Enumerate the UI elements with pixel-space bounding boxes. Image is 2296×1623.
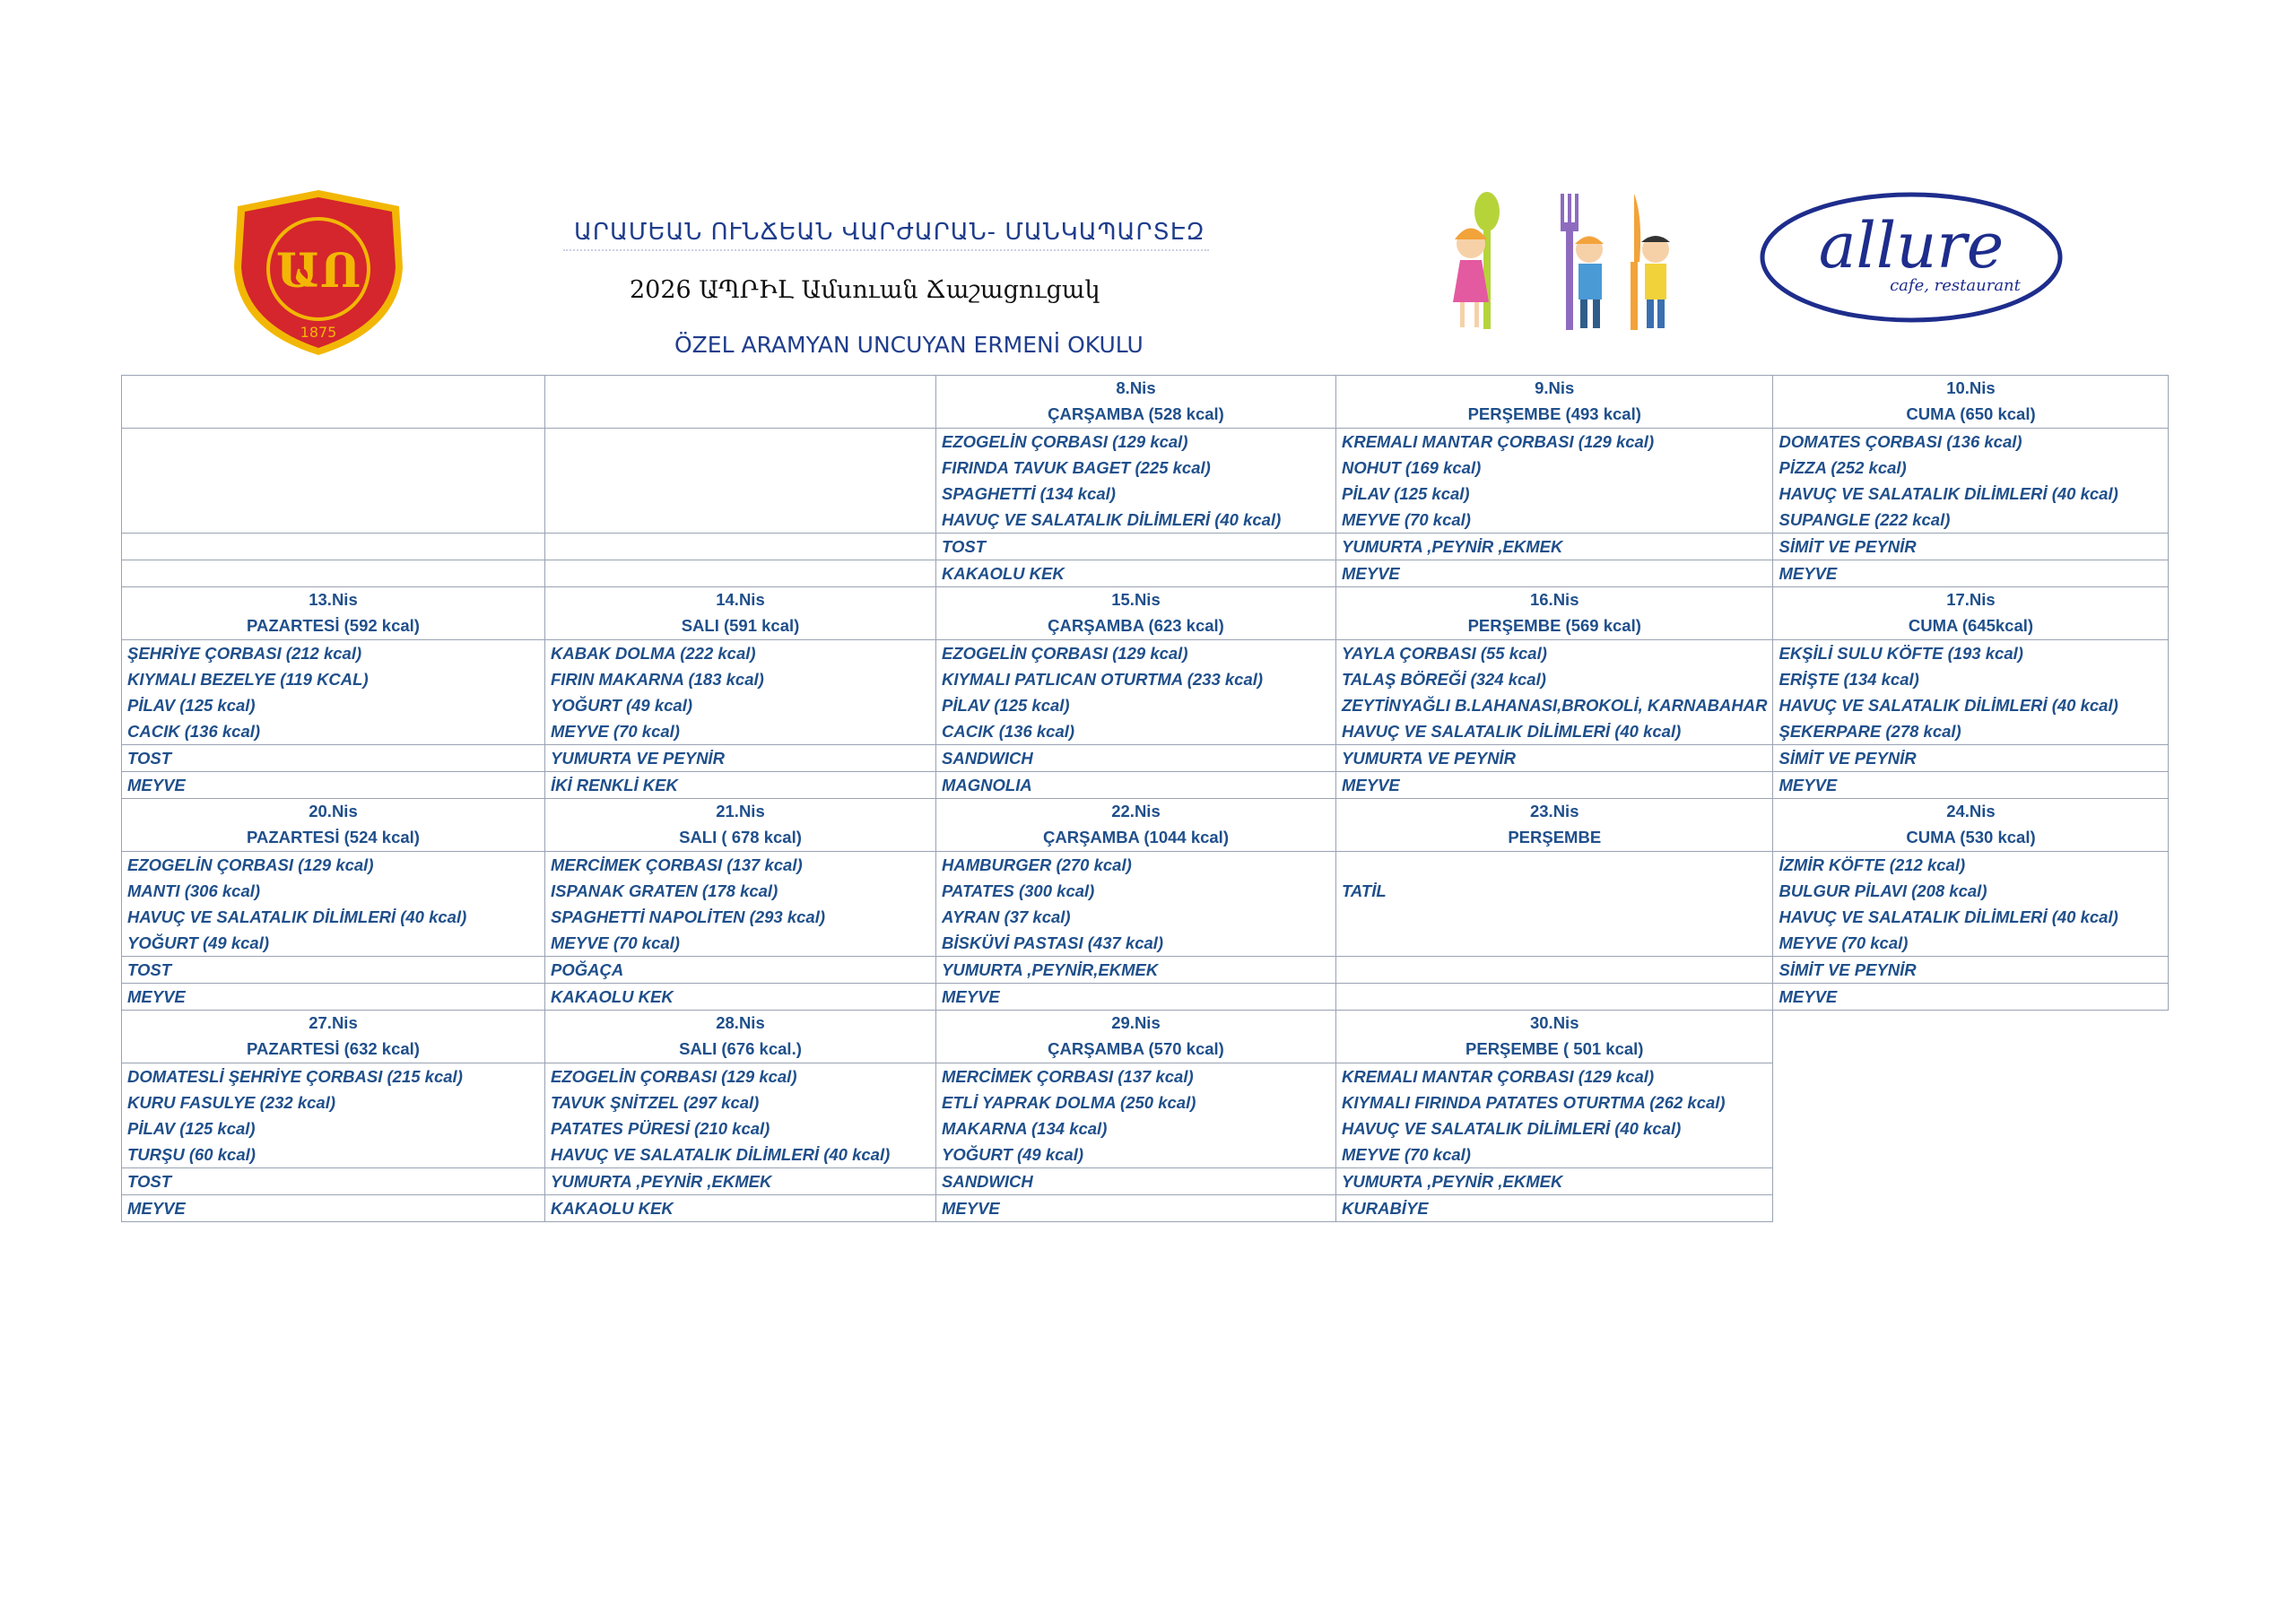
menu-item: TATİL	[1342, 881, 1387, 900]
lunch-cell	[545, 1063, 936, 1168]
snack-cell: KAKAOLU KEK	[545, 1195, 936, 1222]
menu-item: KURU FASULYE (232 kcal)	[127, 1093, 335, 1112]
menu-item-empty	[127, 429, 539, 455]
day-header-cell	[1336, 1011, 1773, 1063]
menu-item-empty	[551, 507, 930, 533]
menu-item-empty	[551, 455, 930, 481]
allure-logo-subtext: cafe, restaurant	[1890, 276, 2021, 295]
menu-item: PİLAV (125 kcal)	[1342, 484, 1470, 503]
menu-item-empty	[127, 507, 539, 533]
snack1-row	[122, 534, 2169, 560]
day-header-cell	[545, 1011, 936, 1063]
snack-cell: İKİ RENKLİ KEK	[545, 772, 936, 799]
lunch-cell	[936, 429, 1336, 534]
day-date: 10.Nis	[1946, 378, 1996, 397]
day-header-cell	[936, 587, 1336, 640]
day-name-kcal: SALI (591 kcal)	[681, 616, 800, 635]
allure-logo	[1758, 190, 2065, 325]
day-name-kcal: PAZARTESİ (592 kcal)	[247, 616, 420, 635]
menu-item: DOMATES ÇORBASI (136 kcal)	[1779, 432, 2022, 451]
menu-item: ŞEHRİYE ÇORBASI (212 kcal)	[127, 644, 362, 663]
menu-item: İZMİR KÖFTE (212 kcal)	[1779, 855, 1966, 874]
lunch-row	[122, 640, 2169, 745]
lunch-cell	[936, 640, 1336, 745]
menu-item: ŞEKERPARE (278 kcal)	[1779, 722, 1961, 741]
day-date: 30.Nis	[1529, 1013, 1579, 1032]
day-date: 8.Nis	[1116, 378, 1156, 397]
day-date: 22.Nis	[1111, 802, 1161, 820]
day-header-cell	[936, 376, 1336, 429]
school-name: ÖZEL ARAMYAN UNCUYAN ERMENİ OKULU	[674, 332, 1144, 358]
menu-item: SPAGHETTİ NAPOLİTEN (293 kcal)	[551, 907, 825, 926]
menu-item: MEYVE (70 kcal)	[551, 933, 680, 952]
day-date: 14.Nis	[716, 590, 765, 609]
menu-item: MERCİMEK ÇORBASI (137 kcal)	[942, 1067, 1194, 1086]
menu-item: CACIK (136 kcal)	[942, 722, 1075, 741]
title-underline	[563, 249, 1209, 256]
menu-item: MERCİMEK ÇORBASI (137 kcal)	[551, 855, 803, 874]
snack-cell: KURABİYE	[1336, 1195, 1773, 1222]
weekly-menu-table	[121, 375, 2169, 1222]
menu-item: HAVUÇ VE SALATALIK DİLİMLERİ (40 kcal)	[127, 907, 467, 926]
date-header-row	[122, 376, 2169, 429]
menu-item: CACIK (136 kcal)	[127, 722, 261, 741]
school-logo-year: 1875	[300, 324, 337, 341]
snack-cell: MEYVE	[936, 1195, 1336, 1222]
day-name-kcal: CUMA (530 kcal)	[1906, 828, 2036, 846]
menu-item: YOĞURT (49 kcal)	[942, 1145, 1083, 1164]
menu-item: BULGUR PİLAVI (208 kcal)	[1779, 881, 1987, 900]
empty-cell	[1773, 1168, 2169, 1195]
snack2-row	[122, 560, 2169, 587]
menu-item: TURŞU (60 kcal)	[127, 1145, 256, 1164]
menu-item: MEYVE (70 kcal)	[551, 722, 680, 741]
day-date: 13.Nis	[309, 590, 358, 609]
menu-item: MEYVE (70 kcal)	[1342, 510, 1471, 529]
menu-item: PİZZA (252 kcal)	[1779, 458, 1907, 477]
menu-item: PİLAV (125 kcal)	[942, 696, 1070, 715]
lunch-cell	[1773, 852, 2169, 957]
snack-cell: MEYVE	[122, 984, 545, 1011]
snack-cell: MEYVE	[1773, 772, 2169, 799]
snack2-row	[122, 772, 2169, 799]
menu-item-empty	[551, 429, 930, 455]
snack1-row	[122, 957, 2169, 984]
day-header-cell	[1773, 587, 2169, 640]
day-header-cell	[936, 799, 1336, 852]
day-date: 20.Nis	[309, 802, 358, 820]
snack-cell: SİMİT VE PEYNİR	[1773, 534, 2169, 560]
lunch-cell	[936, 1063, 1336, 1168]
lunch-cell	[1336, 852, 1773, 957]
menu-item: FIRINDA TAVUK BAGET (225 kcal)	[942, 458, 1211, 477]
snack-cell: YUMURTA VE PEYNİR	[545, 745, 936, 772]
day-date: 9.Nis	[1535, 378, 1575, 397]
menu-item: HAVUÇ VE SALATALIK DİLİMLERİ (40 kcal)	[1779, 696, 2118, 715]
menu-item-empty	[127, 481, 539, 507]
menu-item-empty	[127, 455, 539, 481]
day-header-cell	[122, 376, 545, 429]
page-subtitle: 2026 ԱՊՐԻԼ Ամսուան Ճաշացուցակ	[630, 276, 1100, 304]
snack-cell: MEYVE	[122, 772, 545, 799]
lunch-cell	[936, 852, 1336, 957]
menu-item: FIRIN MAKARNA (183 kcal)	[551, 670, 764, 689]
snack1-row	[122, 1168, 2169, 1195]
snack-cell: KAKAOLU KEK	[936, 560, 1336, 587]
lunch-cell	[1336, 1063, 1773, 1168]
menu-item: MANTI (306 kcal)	[127, 881, 261, 900]
day-name-kcal: PERŞEMBE (569 kcal)	[1467, 616, 1641, 635]
day-name-kcal: CUMA (645kcal)	[1908, 616, 2034, 635]
snack1-row	[122, 745, 2169, 772]
lunch-cell	[1773, 640, 2169, 745]
day-header-cell	[1336, 587, 1773, 640]
day-name-kcal: CUMA (650 kcal)	[1906, 404, 2036, 423]
empty-cell	[1773, 1063, 2169, 1168]
lunch-cell	[122, 429, 545, 534]
date-header-row	[122, 587, 2169, 640]
menu-item-empty	[551, 481, 930, 507]
lunch-cell	[1773, 429, 2169, 534]
menu-item: YOĞURT (49 kcal)	[551, 696, 692, 715]
menu-item: NOHUT (169 kcal)	[1342, 458, 1482, 477]
menu-item: EZOGELİN ÇORBASI (129 kcal)	[551, 1067, 797, 1086]
snack-cell: MEYVE	[1336, 560, 1773, 587]
empty-cell	[1773, 1195, 2169, 1222]
menu-item: TAVUK ŞNİTZEL (297 kcal)	[551, 1093, 760, 1112]
day-date: 28.Nis	[716, 1013, 765, 1032]
menu-item: HAVUÇ VE SALATALIK DİLİMLERİ (40 kcal)	[1779, 907, 2118, 926]
allure-logo-text: allure	[1818, 209, 2005, 282]
day-header-cell	[1773, 376, 2169, 429]
menu-item: KREMALI MANTAR ÇORBASI (129 kcal)	[1342, 432, 1655, 451]
day-date: 17.Nis	[1946, 590, 1996, 609]
snack2-row	[122, 1195, 2169, 1222]
lunch-cell	[122, 852, 545, 957]
day-date: 23.Nis	[1529, 802, 1579, 820]
day-name-kcal: PERŞEMBE	[1508, 828, 1602, 846]
snack-cell: MEYVE	[1773, 984, 2169, 1011]
menu-item: MEYVE (70 kcal)	[1342, 1145, 1471, 1164]
day-date: 15.Nis	[1111, 590, 1161, 609]
lunch-cell	[545, 429, 936, 534]
snack-cell: MEYVE	[936, 984, 1336, 1011]
day-name-kcal: SALI (676 kcal.)	[679, 1039, 802, 1058]
menu-item: PİLAV (125 kcal)	[127, 696, 256, 715]
menu-item: ZEYTİNYAĞLI B.LAHANASI,BROKOLİ, KARNABAHAR	[1342, 696, 1768, 715]
menu-item	[1342, 852, 1767, 878]
lunch-cell	[1336, 640, 1773, 745]
menu-item	[1342, 930, 1767, 956]
menu-item: SUPANGLE (222 kcal)	[1779, 510, 1951, 529]
lunch-cell	[545, 640, 936, 745]
snack-cell: SİMİT VE PEYNİR	[1773, 957, 2169, 984]
day-header-cell	[936, 1011, 1336, 1063]
snack2-row	[122, 984, 2169, 1011]
lunch-row	[122, 429, 2169, 534]
day-date: 27.Nis	[309, 1013, 358, 1032]
menu-item: SPAGHETTİ (134 kcal)	[942, 484, 1116, 503]
menu-item: EKŞİLİ SULU KÖFTE (193 kcal)	[1779, 644, 2023, 663]
menu-item: YAYLA ÇORBASI (55 kcal)	[1342, 644, 1547, 663]
lunch-cell	[122, 640, 545, 745]
day-name-kcal: SALI ( 678 kcal)	[679, 828, 802, 846]
menu-item: KIYMALI FIRINDA PATATES OTURTMA (262 kcal)	[1342, 1093, 1726, 1112]
school-logo-text: ԱՈ	[275, 244, 361, 299]
snack-cell	[545, 560, 936, 587]
day-name-kcal: ÇARŞAMBA (528 kcal)	[1048, 404, 1224, 423]
day-header-cell	[122, 1011, 545, 1063]
menu-item: PİLAV (125 kcal)	[127, 1119, 256, 1138]
day-header-cell	[1336, 799, 1773, 852]
snack-cell: POĞAÇA	[545, 957, 936, 984]
snack-cell: TOST	[122, 745, 545, 772]
menu-item: PATATES (300 kcal)	[942, 881, 1095, 900]
lunch-cell	[122, 1063, 545, 1168]
menu-item: ETLİ YAPRAK DOLMA (250 kcal)	[942, 1093, 1196, 1112]
menu-item: ERİŞTE (134 kcal)	[1779, 670, 1919, 689]
menu-item: HAVUÇ VE SALATALIK DİLİMLERİ (40 kcal)	[942, 510, 1282, 529]
menu-item	[1342, 904, 1767, 930]
menu-item: HAVUÇ VE SALATALIK DİLİMLERİ (40 kcal)	[1779, 484, 2118, 503]
menu-item: PATATES PÜRESİ (210 kcal)	[551, 1119, 770, 1138]
snack-cell: YUMURTA ,PEYNİR ,EKMEK	[1336, 534, 1773, 560]
snack-cell: SANDWICH	[936, 1168, 1336, 1195]
menu-item: TALAŞ BÖREĞİ (324 kcal)	[1342, 670, 1546, 689]
snack-cell: KAKAOLU KEK	[545, 984, 936, 1011]
menu-item: HAVUÇ VE SALATALIK DİLİMLERİ (40 kcal)	[551, 1145, 891, 1164]
day-header-cell	[545, 587, 936, 640]
menu-item: DOMATESLİ ŞEHRİYE ÇORBASI (215 kcal)	[127, 1067, 463, 1086]
day-date: 29.Nis	[1111, 1013, 1161, 1032]
empty-cell	[1773, 1011, 2169, 1063]
lunch-cell	[545, 852, 936, 957]
day-date: 21.Nis	[716, 802, 765, 820]
snack-cell: MEYVE	[1773, 560, 2169, 587]
menu-item: KREMALI MANTAR ÇORBASI (129 kcal)	[1342, 1067, 1655, 1086]
menu-item: EZOGELİN ÇORBASI (129 kcal)	[942, 644, 1188, 663]
menu-item: KIYMALI BEZELYE (119 KCAL)	[127, 670, 369, 689]
date-header-row	[122, 799, 2169, 852]
snack-cell	[1336, 984, 1773, 1011]
snack-cell	[122, 534, 545, 560]
menu-item: AYRAN (37 kcal)	[942, 907, 1071, 926]
day-header-cell	[545, 376, 936, 429]
day-header-cell	[545, 799, 936, 852]
menu-item: EZOGELİN ÇORBASI (129 kcal)	[127, 855, 374, 874]
menu-item: YOĞURT (49 kcal)	[127, 933, 269, 952]
menu-item: HAVUÇ VE SALATALIK DİLİMLERİ (40 kcal)	[1342, 1119, 1682, 1138]
menu-item: HAMBURGER (270 kcal)	[942, 855, 1132, 874]
day-date: 24.Nis	[1946, 802, 1996, 820]
lunch-cell	[1336, 429, 1773, 534]
menu-item: BİSKÜVİ PASTASI (437 kcal)	[942, 933, 1164, 952]
title-armenian: ԱՐԱՄԵԱՆ ՈՒՆՃԵԱՆ ՎԱՐԺԱՐԱՆ- ՄԱՆԿԱՊԱՐՏԷԶ	[574, 219, 1205, 246]
day-header-cell	[1773, 799, 2169, 852]
snack-cell: MEYVE	[122, 1195, 545, 1222]
snack-cell	[545, 534, 936, 560]
menu-item: ISPANAK GRATEN (178 kcal)	[551, 881, 778, 900]
snack-cell: TOST	[122, 957, 545, 984]
date-header-row	[122, 1011, 2169, 1063]
kids-cutlery-illustration	[1435, 190, 1677, 334]
snack-cell: TOST	[936, 534, 1336, 560]
day-header-cell	[1336, 376, 1773, 429]
menu-item: KIYMALI PATLICAN OTURTMA (233 kcal)	[942, 670, 1264, 689]
snack-cell	[122, 560, 545, 587]
day-name-kcal: PAZARTESİ (524 kcal)	[247, 828, 420, 846]
snack-cell: SİMİT VE PEYNİR	[1773, 745, 2169, 772]
day-name-kcal: PERŞEMBE (493 kcal)	[1467, 404, 1641, 423]
day-name-kcal: PERŞEMBE ( 501 kcal)	[1465, 1039, 1644, 1058]
snack-cell: YUMURTA VE PEYNİR	[1336, 745, 1773, 772]
day-header-cell	[122, 587, 545, 640]
menu-item: HAVUÇ VE SALATALIK DİLİMLERİ (40 kcal)	[1342, 722, 1682, 741]
lunch-row	[122, 852, 2169, 957]
menu-item: MAKARNA (134 kcal)	[942, 1119, 1108, 1138]
day-name-kcal: ÇARŞAMBA (623 kcal)	[1048, 616, 1224, 635]
snack-cell: SANDWICH	[936, 745, 1336, 772]
snack-cell	[1336, 957, 1773, 984]
menu-item: KABAK DOLMA (222 kcal)	[551, 644, 756, 663]
snack-cell: YUMURTA ,PEYNİR ,EKMEK	[1336, 1168, 1773, 1195]
menu-item: EZOGELİN ÇORBASI (129 kcal)	[942, 432, 1188, 451]
snack-cell: MAGNOLIA	[936, 772, 1336, 799]
snack-cell: TOST	[122, 1168, 545, 1195]
lunch-row	[122, 1063, 2169, 1168]
day-name-kcal: PAZARTESİ (632 kcal)	[247, 1039, 420, 1058]
day-date: 16.Nis	[1529, 590, 1579, 609]
menu-item: MEYVE (70 kcal)	[1779, 933, 1909, 952]
day-name-kcal: ÇARŞAMBA (570 kcal)	[1048, 1039, 1224, 1058]
snack-cell: MEYVE	[1336, 772, 1773, 799]
day-name-kcal: ÇARŞAMBA (1044 kcal)	[1043, 828, 1229, 846]
snack-cell: YUMURTA ,PEYNİR,EKMEK	[936, 957, 1336, 984]
day-header-cell	[122, 799, 545, 852]
school-logo	[229, 187, 408, 359]
snack-cell: YUMURTA ,PEYNİR ,EKMEK	[545, 1168, 936, 1195]
